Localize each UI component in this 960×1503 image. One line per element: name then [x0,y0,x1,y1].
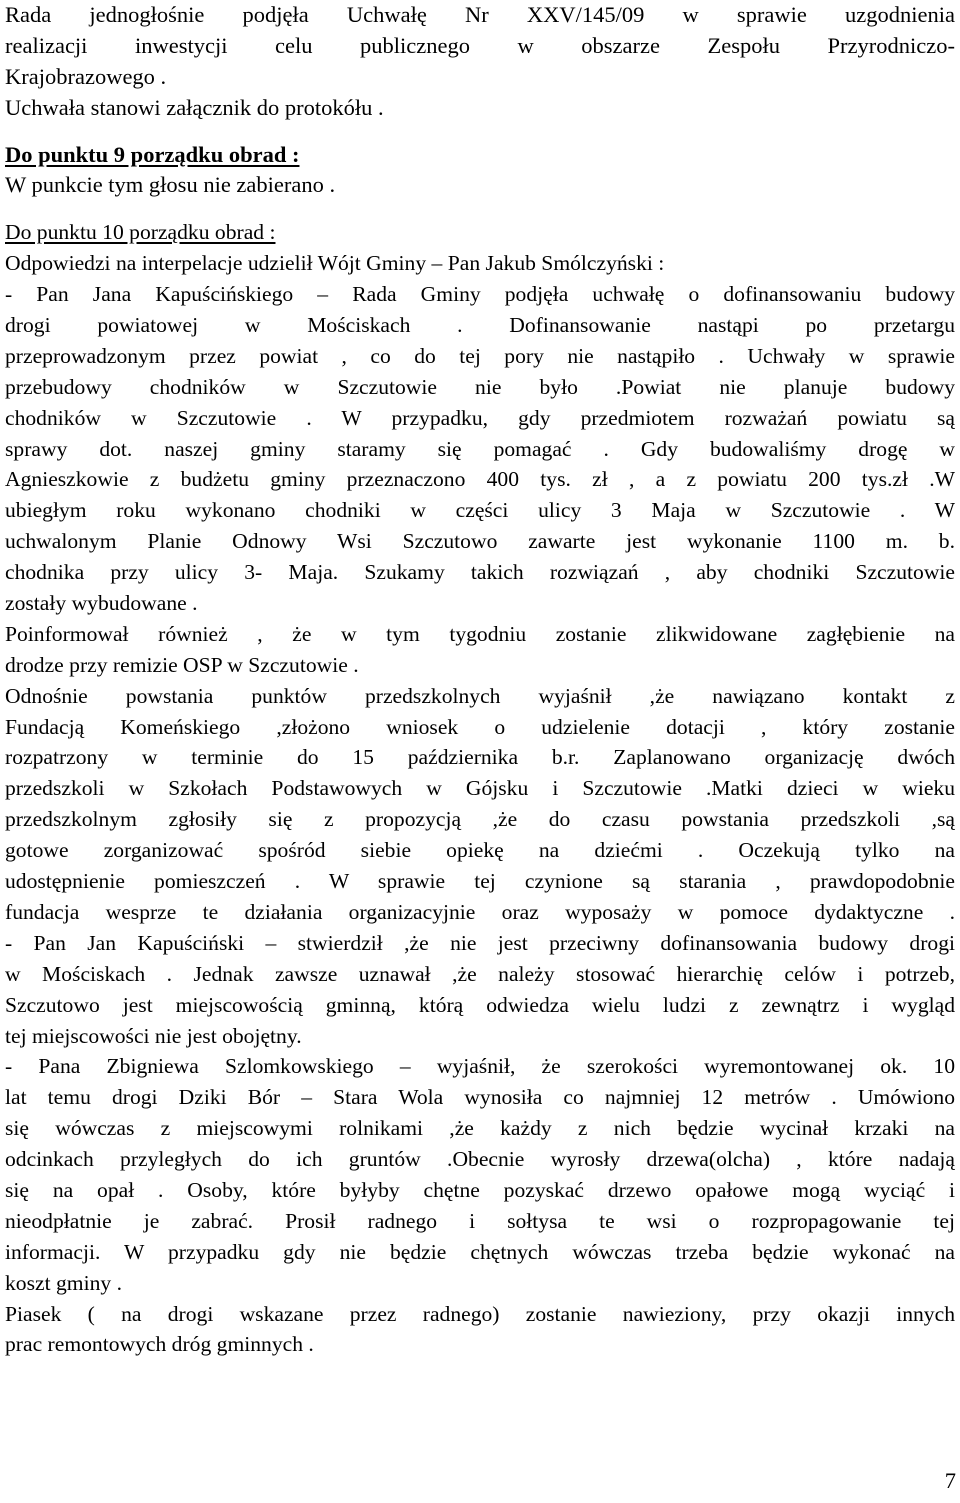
body-line: uchwalonym Planie Odnowy Wsi Szczutowo zawarte jest wykonanie 1100 m. b. [5,529,955,554]
page-number: 7 [944,1468,956,1493]
point10-body [5,248,955,1360]
body-line: przedszkolnym zgłosiły się z propozycją ,że do czasu powstania przedszkoli ,są [5,807,955,832]
body-line: prac remontowych dróg gminnych . [5,1332,314,1357]
body-line: ubiegłym roku wykonano chodniki w części ulicy 3 Maja w Szczutowie . W [5,498,955,523]
intro-line-2: realizacji inwestycji celu publicznego w obszarze Zespołu Przyrodniczo- [5,32,955,58]
point10-heading: Do punktu 10 porządku obrad : [5,220,276,245]
body-line: Agnieszkowie z budżetu gminy przeznaczono 400 tys. zł , a z powiatu 200 tys.zł .W [5,467,955,492]
body-line: lat temu drogi Dziki Bór – Stara Wola wynosiła co najmniej 12 metrów . Umówiono [5,1085,955,1110]
body-line: koszt gminy . [5,1270,122,1295]
spacer [5,201,955,217]
body-line: się na opał . Osoby, które byłyby chętne pozyskać drzewo opałowe mogą wyciąć i [5,1177,955,1202]
body-line: tej miejscowości nie jest obojętny. [5,1023,302,1048]
body-line: udostępnienie pomieszczeń . W sprawie tej czynione są starania , prawdopodobnie [5,869,955,894]
body-line: sprawy dot. naszej gminy staramy się pomagać . Gdy budowaliśmy drogę w [5,436,955,461]
spacer [5,124,955,140]
body-line: się wówczas z miejscowymi rolnikami ,że każdy z nich będzie wycinał krzaki na [5,1116,955,1141]
body-line: drogi powiatowej w Mościskach . Dofinansowanie nastąpi po przetargu [5,313,955,338]
body-line: przedszkoli w Szkołach Podstawowych w Gójsku i Szczutowie .Matki dzieci w wieku [5,776,955,801]
point9-text: W punkcie tym głosu nie zabierano . [5,172,336,198]
body-line: zostały wybudowane . [5,591,198,616]
body-line: nieodpłatnie je zabrać. Prosił radnego i sołtysa te wsi o rozpropagowanie tej [5,1208,955,1233]
body-line: przeprowadzonym przez powiat , co do tej pory nie nastąpiło . Uchwały w sprawie [5,343,955,368]
body-line: - Pan Jana Kapuścińskiego – Rada Gminy podjęła uchwałę o dofinansowaniu budowy [5,282,955,307]
body-line: gotowe zorganizować spośród siebie opiekę na dziećmi . Oczekują tylko na [5,838,955,863]
body-line: chodników w Szczutowie . W przypadku, gdy przedmiotem rozważań powiatu są [5,405,955,430]
body-line: Szczutowo jest miejscowością gminną, którą odwiedza wielu ludzi z zewnątrz i wygląd [5,992,955,1017]
body-line: - Pan Jan Kapuściński – stwierdził ,że nie jest przeciwny dofinansowania budowy drogi [5,930,955,955]
body-line: rozpatrzony w terminie do 15 października b.r. Zaplanowano organizację dwóch [5,745,955,770]
point9-heading: Do punktu 9 porządku obrad : [5,141,300,167]
body-line: Odnośnie powstania punktów przedszkolnych wyjaśnił ,że nawiązano kontakt z [5,683,955,708]
point10-section [5,217,955,1360]
body-line: Piasek ( na drogi wskazane przez radnego) zostanie nawieziony, przy okazji innych [5,1301,955,1326]
body-line: przebudowy chodników w Szczutowie nie było .Powiat nie planuje budowy [5,374,955,399]
body-line: - Pana Zbigniewa Szlomkowskiego – wyjaśnił, że szerokości wyremontowanej ok. 10 [5,1054,955,1079]
body-line: w Mościskach . Jednak zawsze uznawał ,że należy stosować hierarchię celów i potrzeb, [5,961,955,986]
intro-line-1: Rada jednogłośnie podjęła Uchwałę Nr XXV/145/09 w sprawie uzgodnienia [5,2,955,27]
body-line: odcinkach przyległych do ich gruntów .Obecnie wyrosły drzewa(olcha) , które nadają [5,1147,955,1172]
intro-note: Uchwała stanowi załącznik do protokółu . [5,94,384,120]
body-line: fundacja wesprze te działania organizacyjnie oraz wyposaży w pomoce dydaktyczne . [5,899,955,924]
body-line: informacji. W przypadku gdy nie będzie chętnych wówczas trzeba będzie wykonać na [5,1239,955,1264]
body-line: chodnika przy ulicy 3- Maja. Szukamy takich rozwiązań , aby chodniki Szczutowie [5,560,955,585]
body-line: Odpowiedzi na interpelacje udzielił Wójt Gminy – Pan Jakub Smólczyński : [5,251,665,276]
body-line: Fundacją Komeńskiego ,złożono wniosek o udzielenie dotacji , który zostanie [5,714,955,739]
body-line: drodze przy remizie OSP w Szczutowie . [5,652,359,677]
body-line: Poinformował również , że w tym tygodniu zostanie zlikwidowane zagłębienie na [5,621,955,646]
intro-line-3: Krajobrazowego . [5,63,167,89]
document-page [5,0,955,1360]
